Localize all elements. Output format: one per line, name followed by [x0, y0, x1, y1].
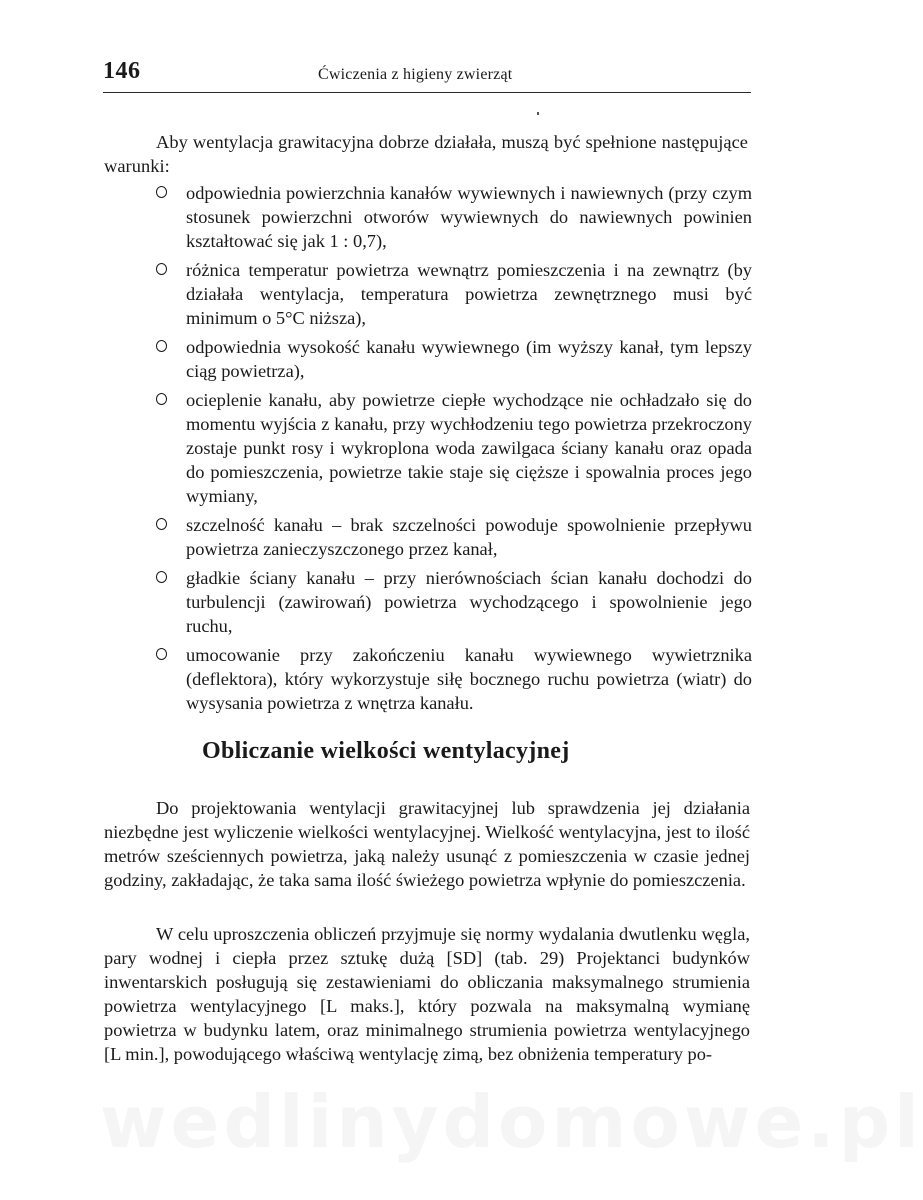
list-item — [104, 513, 752, 561]
intro-paragraph: Aby wentylacja grawitacyjna dobrze działała, muszą być spełnione następujące warunki: — [104, 132, 748, 176]
list-item — [104, 258, 752, 330]
circle-bullet-icon — [156, 648, 167, 660]
list-item-text: odpowiednia powierzchnia kanałów wywiewnych i nawiewnych (przy czym stosunek powierzchni otworów wywiewnych do nawiewnych powinien kształtować się jak 1 : 0,7), — [186, 183, 752, 251]
circle-bullet-icon — [156, 393, 167, 405]
page-header — [103, 58, 751, 93]
scan-speck — [537, 112, 539, 115]
body-paragraph: W celu uproszczenia obliczeń przyjmuje się normy wydalania dwutlenku węgla, pary wodnej i ciepła przez sztukę dużą [SD] (tab. 29) Projektanci budynków inwentarskich posługują się zestawieniami do obliczania maksymalnego strumienia powietrza wentylacyjnego [L maks.], który pozwala na maksymalną wymianę powietrza w budynku latem, oraz minimalnego strumienia powietrza wentylacyjnego [L min.], powodującego właściwą wentylację zimą, bez obniżenia temperatury po- — [104, 924, 750, 1064]
list-item-text: gładkie ściany kanału – przy nierównościach ścian kanału dochodzi do turbulencji (zawirowań) powietrza wychodzącego i spowolnienie jego ruchu, — [186, 568, 752, 636]
list-item — [104, 566, 752, 638]
watermark: wedlinydomowe.pl — [100, 1080, 923, 1164]
list-item — [104, 335, 752, 383]
list-item-text: ocieplenie kanału, aby powietrze ciepłe wychodzące nie ochładzało się do momentu wyjścia z kanału, przy wychłodzeniu tego powietrza przekroczony zostaje punkt rosy i wykroplona woda zawilgaca ściany kanału oraz opada do pomieszczenia, powietrze takie staje się cięższe i spowalnia proces jego wymiany, — [186, 390, 752, 506]
running-title: Ćwiczenia z higieny zwierząt — [318, 66, 513, 83]
list-item — [104, 388, 752, 508]
circle-bullet-icon — [156, 263, 167, 275]
section-heading: Obliczanie wielkości wentylacyjnej — [202, 738, 570, 764]
list-item — [104, 643, 752, 715]
list-item — [104, 181, 752, 253]
body-paragraph: Do projektowania wentylacji grawitacyjnej lub sprawdzenia jej działania niezbędne jest wyliczenie wielkości wentylacyjnej. Wielkość wentylacyjna, jest to ilość metrów sześciennych powietrza, jaką należy usunąć z pomieszczenia w czasie jednej godziny, zakładając, że taka sama ilość świeżego powietrza wpłynie do pomieszczenia. — [104, 798, 750, 890]
list-item-text: różnica temperatur powietrza wewnątrz pomieszczenia i na zewnątrz (by działała wentylacja, temperatura powietrza zewnętrznego musi być minimum o 5°C niższa), — [186, 260, 752, 328]
circle-bullet-icon — [156, 340, 167, 352]
circle-bullet-icon — [156, 518, 167, 530]
list-item-text: umocowanie przy zakończeniu kanału wywiewnego wywietrznika (deflektora), który wykorzystuje siłę bocznego ruchu powietrza (wiatr) do wysysania powietrza z wnętrza kanału. — [186, 645, 752, 713]
circle-bullet-icon — [156, 186, 167, 198]
list-item-text: szczelność kanału – brak szczelności powoduje spowolnienie przepływu powietrza zanieczyszczonego przez kanał, — [186, 515, 752, 559]
list-item-text: odpowiednia wysokość kanału wywiewnego (im wyższy kanał, tym lepszy ciąg powietrza), — [186, 337, 752, 381]
page-number: 146 — [103, 58, 141, 84]
circle-bullet-icon — [156, 571, 167, 583]
conditions-list — [104, 181, 752, 720]
